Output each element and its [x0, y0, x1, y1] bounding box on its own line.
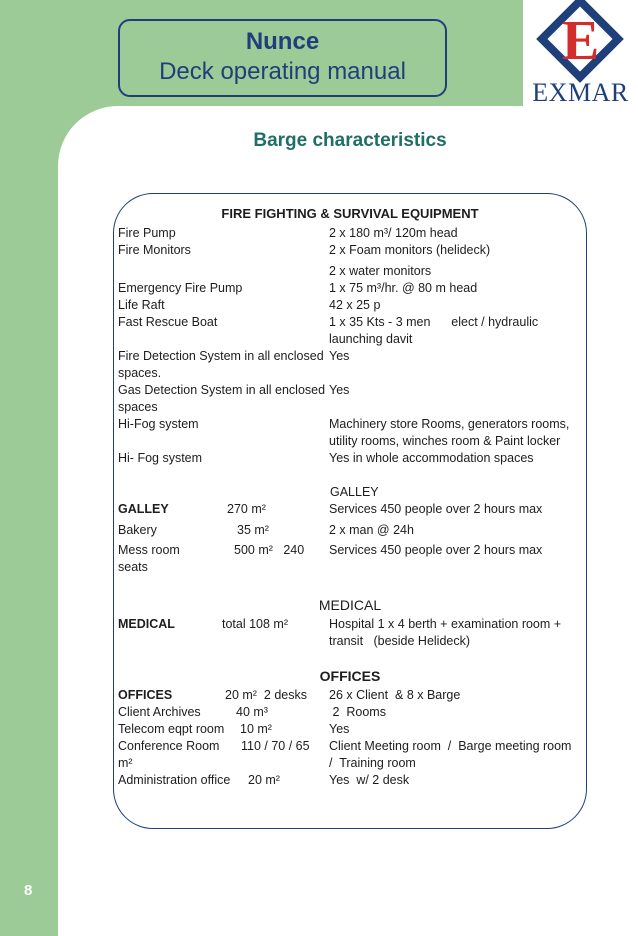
galley-row-label: GALLEY	[118, 502, 169, 516]
ff-row-label: Fire Pump	[118, 226, 176, 240]
offices-row-value: Client Meeting room / Barge meeting room	[329, 739, 572, 753]
offices-row-area: 40 m³	[236, 705, 268, 719]
galley-row-label: Bakery	[118, 523, 157, 537]
medical-heading: MEDICAL	[318, 597, 382, 613]
galley-row-value: Services 450 people over 2 hours max	[329, 502, 543, 516]
ff-row-value: 1 x 35 Kts - 3 men elect / hydraulic	[329, 315, 539, 329]
ff-row-label: spaces	[118, 400, 158, 414]
offices-row-value: 2 Rooms	[329, 705, 386, 719]
logo-letter: E	[561, 10, 600, 72]
galley-row-value: Services 450 people over 2 hours max	[329, 543, 543, 557]
galley-row-label: seats	[118, 560, 148, 574]
ff-row-label: Hi- Fog system	[118, 451, 203, 465]
ff-row-label: Fast Rescue Boat	[118, 315, 218, 329]
ff-row-value: 1 x 75 m³/hr. @ 80 m head	[329, 281, 478, 295]
document-subtitle: Deck operating manual	[159, 58, 406, 85]
offices-row-value: / Training room	[329, 756, 416, 770]
offices-row-area: 20 m² 2 desks	[225, 688, 307, 702]
medical-row-value: Hospital 1 x 4 berth + examination room +	[329, 617, 562, 631]
title-box	[118, 19, 447, 97]
exmar-logo	[523, 0, 638, 108]
offices-heading: OFFICES	[319, 668, 381, 684]
ff-row-value: utility rooms, winches room & Paint locker	[329, 434, 561, 448]
offices-row-label: Telecom eqpt room	[118, 722, 225, 736]
ff-row-label: Fire Detection System in all enclosed	[118, 349, 324, 363]
offices-row-value: Yes w/ 2 desk	[329, 773, 410, 787]
logo-wordmark: EXMAR	[532, 78, 629, 107]
galley-heading: GALLEY	[330, 485, 379, 499]
fire-fighting-heading: FIRE FIGHTING & SURVIVAL EQUIPMENT	[221, 206, 479, 221]
galley-row-area: 35 m²	[237, 523, 269, 537]
medical-row-area: total 108 m²	[222, 617, 289, 631]
ff-row-value: Machinery store Rooms, generators rooms,	[329, 417, 570, 431]
ff-row-value: Yes	[329, 383, 350, 397]
offices-row-value: 26 x Client & 8 x Barge	[329, 688, 461, 702]
ff-row-value: Yes	[329, 349, 350, 363]
section-heading: Barge characteristics	[253, 130, 447, 151]
ff-row-value: Yes in whole accommodation spaces	[329, 451, 534, 465]
ff-row-label: Gas Detection System in all enclosed	[118, 383, 326, 397]
offices-row-area: 110 / 70 / 65	[241, 739, 310, 753]
ff-row-label: Life Raft	[118, 298, 165, 312]
ff-row-value: 2 x water monitors	[329, 264, 432, 278]
offices-row-label: m²	[118, 756, 133, 770]
page-number: 8	[24, 882, 33, 899]
galley-row-label: Mess room	[118, 543, 180, 557]
ff-row-value: 42 x 25 p	[329, 298, 381, 312]
ff-row-value: launching davit	[329, 332, 413, 346]
offices-row-value: Yes	[329, 722, 350, 736]
offices-row-area: 10 m²	[240, 722, 272, 736]
ff-row-value: 2 x 180 m³/ 120m head	[329, 226, 458, 240]
medical-row-label: MEDICAL	[118, 617, 175, 631]
galley-row-area: 270 m²	[227, 502, 266, 516]
ff-row-label: Emergency Fire Pump	[118, 281, 243, 295]
galley-row-area: 500 m² 240	[234, 543, 305, 557]
offices-row-label: OFFICES	[118, 688, 173, 702]
ff-row-label: Fire Monitors	[118, 243, 191, 257]
ff-row-value: 2 x Foam monitors (helideck)	[329, 243, 491, 257]
document-title: Nunce	[245, 28, 320, 55]
galley-row-value: 2 x man @ 24h	[329, 523, 414, 537]
offices-row-label: Conference Room	[118, 739, 220, 753]
offices-row-area: 20 m²	[248, 773, 280, 787]
offices-row-label: Client Archives	[118, 705, 201, 719]
medical-row-value: transit (beside Helideck)	[329, 634, 471, 648]
ff-row-label: spaces.	[118, 366, 162, 380]
offices-row-label: Administration office	[118, 773, 231, 787]
ff-row-label: Hi-Fog system	[118, 417, 199, 431]
